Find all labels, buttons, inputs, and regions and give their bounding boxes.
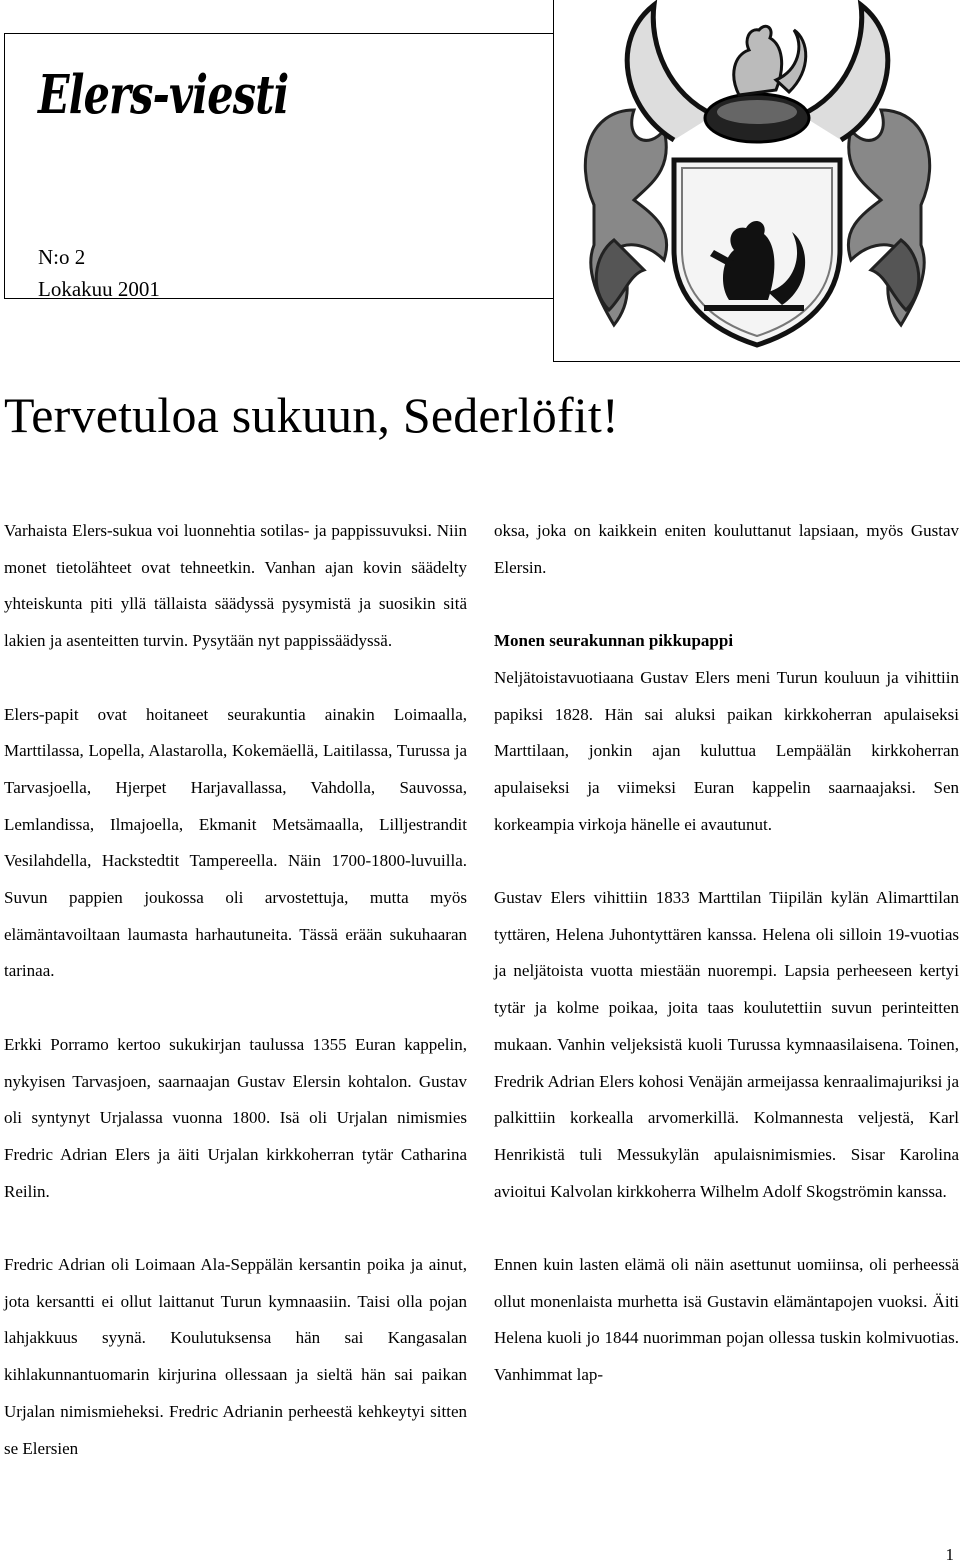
paragraph: Varhaista Elers-sukua voi luonnehtia sotilas- ja pappissuvuksi. Niin monet tietolähteet ovat tehneetkin. Vanhan ajan kovin säädelty yhteiskunta piti yllä tällaista säädyssä pysymistä ja suosikin sitä lakien ja asenteitten turvin. Pysytään nyt pappissäädyssä. (4, 521, 467, 651)
paragraph: Neljätoistavuotiaana Gustav Elers meni Turun kouluun ja vihittiin papiksi 1828. Hän sai aluksi paikan kirkkoherran apulaiseksi Marttilaan, jonkin ajan kuluttua Lempäälän kirkkoherran apulaiseksi ja viimeksi Euran kappelin saarnaajaksi. Sen korkeampia virkoja hänelle ei avautunut. (494, 667, 959, 834)
paragraph: Erkki Porramo kertoo sukukirjan taulussa 1355 Euran kappelin, nykyisen Tarvasjoen, saarnaajan Gustav Elersin kohtalon. Gustav oli syntynyt Urjalassa vuonna 1800. Isä oli Urjalan nimismies Fredric Adrian Elers ja äiti Urjalan kirkkoherran tytär Catharina Reilin. (4, 1034, 467, 1201)
article-left-column (4, 513, 467, 1467)
paragraph: Ennen kuin lasten elämä oli näin asettunut uomiinsa, oli perheessä ollut monenlaista murhetta isä Gustavin elämäntapojen vuoksi. Äiti Helena kuoli jo 1844 nuorimman pojan ollessa tuskin kolmivuotias. Vanhimmat lap- (494, 1255, 959, 1385)
article-right-column (494, 513, 959, 1394)
issue-number: N:o 2 (38, 245, 86, 269)
issue-info (38, 241, 160, 305)
coat-of-arms-frame (553, 0, 960, 362)
newsletter-title: Elers-viesti (38, 64, 289, 126)
page-number: 1 (945, 1545, 954, 1564)
section-subheading: Monen seurakunnan pikkupappi (494, 631, 734, 651)
paragraph: Fredric Adrian oli Loimaan Ala-Seppälän kersantin poika ja ainut, jota kersantti ei ollut laittanut Turun kymnaasiin. Taisi olla pojan lahjakkuus syynä. Koulutuksensa hän sai Kangasalan kihlakunnantuomarin kirjurina ollessaan ja sieltä hän sai paikan Urjalan nimismieheksi. Fredric Adrianin perheestä kehkeytyi sitten se Elersien (4, 1255, 467, 1458)
paragraph: Elers-papit ovat hoitaneet seurakuntia ainakin Loimaalla, Marttilassa, Lopella, Alastarolla, Kokemäellä, Laitilassa, Turussa ja Tarvasjoella, Hjerpet Harjavallassa, Vahdolla, Sauvossa, Lemlandissa, Ilmajoella, Ekmanit Metsämaalla, Lilljestrandit Vesilahdella, Hackstedtit Tampereella. Näin 1700-1800-luvuilla. Suvun pappien joukossa oli arvostettuja, mutta myös elämäntavoiltaan laumasta harhautuneita. Tässä erään sukuhaaran tarinaa. (4, 704, 467, 981)
paragraph: oksa, joka on kaikkein eniten kouluttanut lapsiaan, myös Gustav Elersin. (494, 521, 959, 577)
issue-date: Lokakuu 2001 (38, 277, 160, 301)
article-headline: Tervetuloa sukuun, Sederlöfit! (4, 387, 619, 443)
paragraph: Gustav Elers vihittiin 1833 Marttilan Tiipilän kylän Alimarttilan tyttären, Helena Juhontyttären kanssa. Helena oli silloin 19-vuotias ja neljätoista vuotta miestään nuorempi. Lapsia perheeseen kertyi tytär ja kolme poikaa, joita taas koulutettiin suvun perinteitten mukaan. Vanhin veljeksistä kuoli Turussa kymnaasilaisena. Toinen, Fredrik Adrian Elers kohosi Venäjän armeijassa kenraalimajuriksi ja palkittiin korkealla arvomerkillä. Kolmannesta veljestä, Karl Henrikistä tuli Messukylän apulaisnimismies. Sisar Karolina avioitui Kalvolan kirkkoherra Wilhelm Adolf Skogströmin kanssa. (494, 888, 959, 1201)
coat-of-arms-squirrel-icon (554, 0, 960, 362)
masthead (4, 33, 603, 299)
